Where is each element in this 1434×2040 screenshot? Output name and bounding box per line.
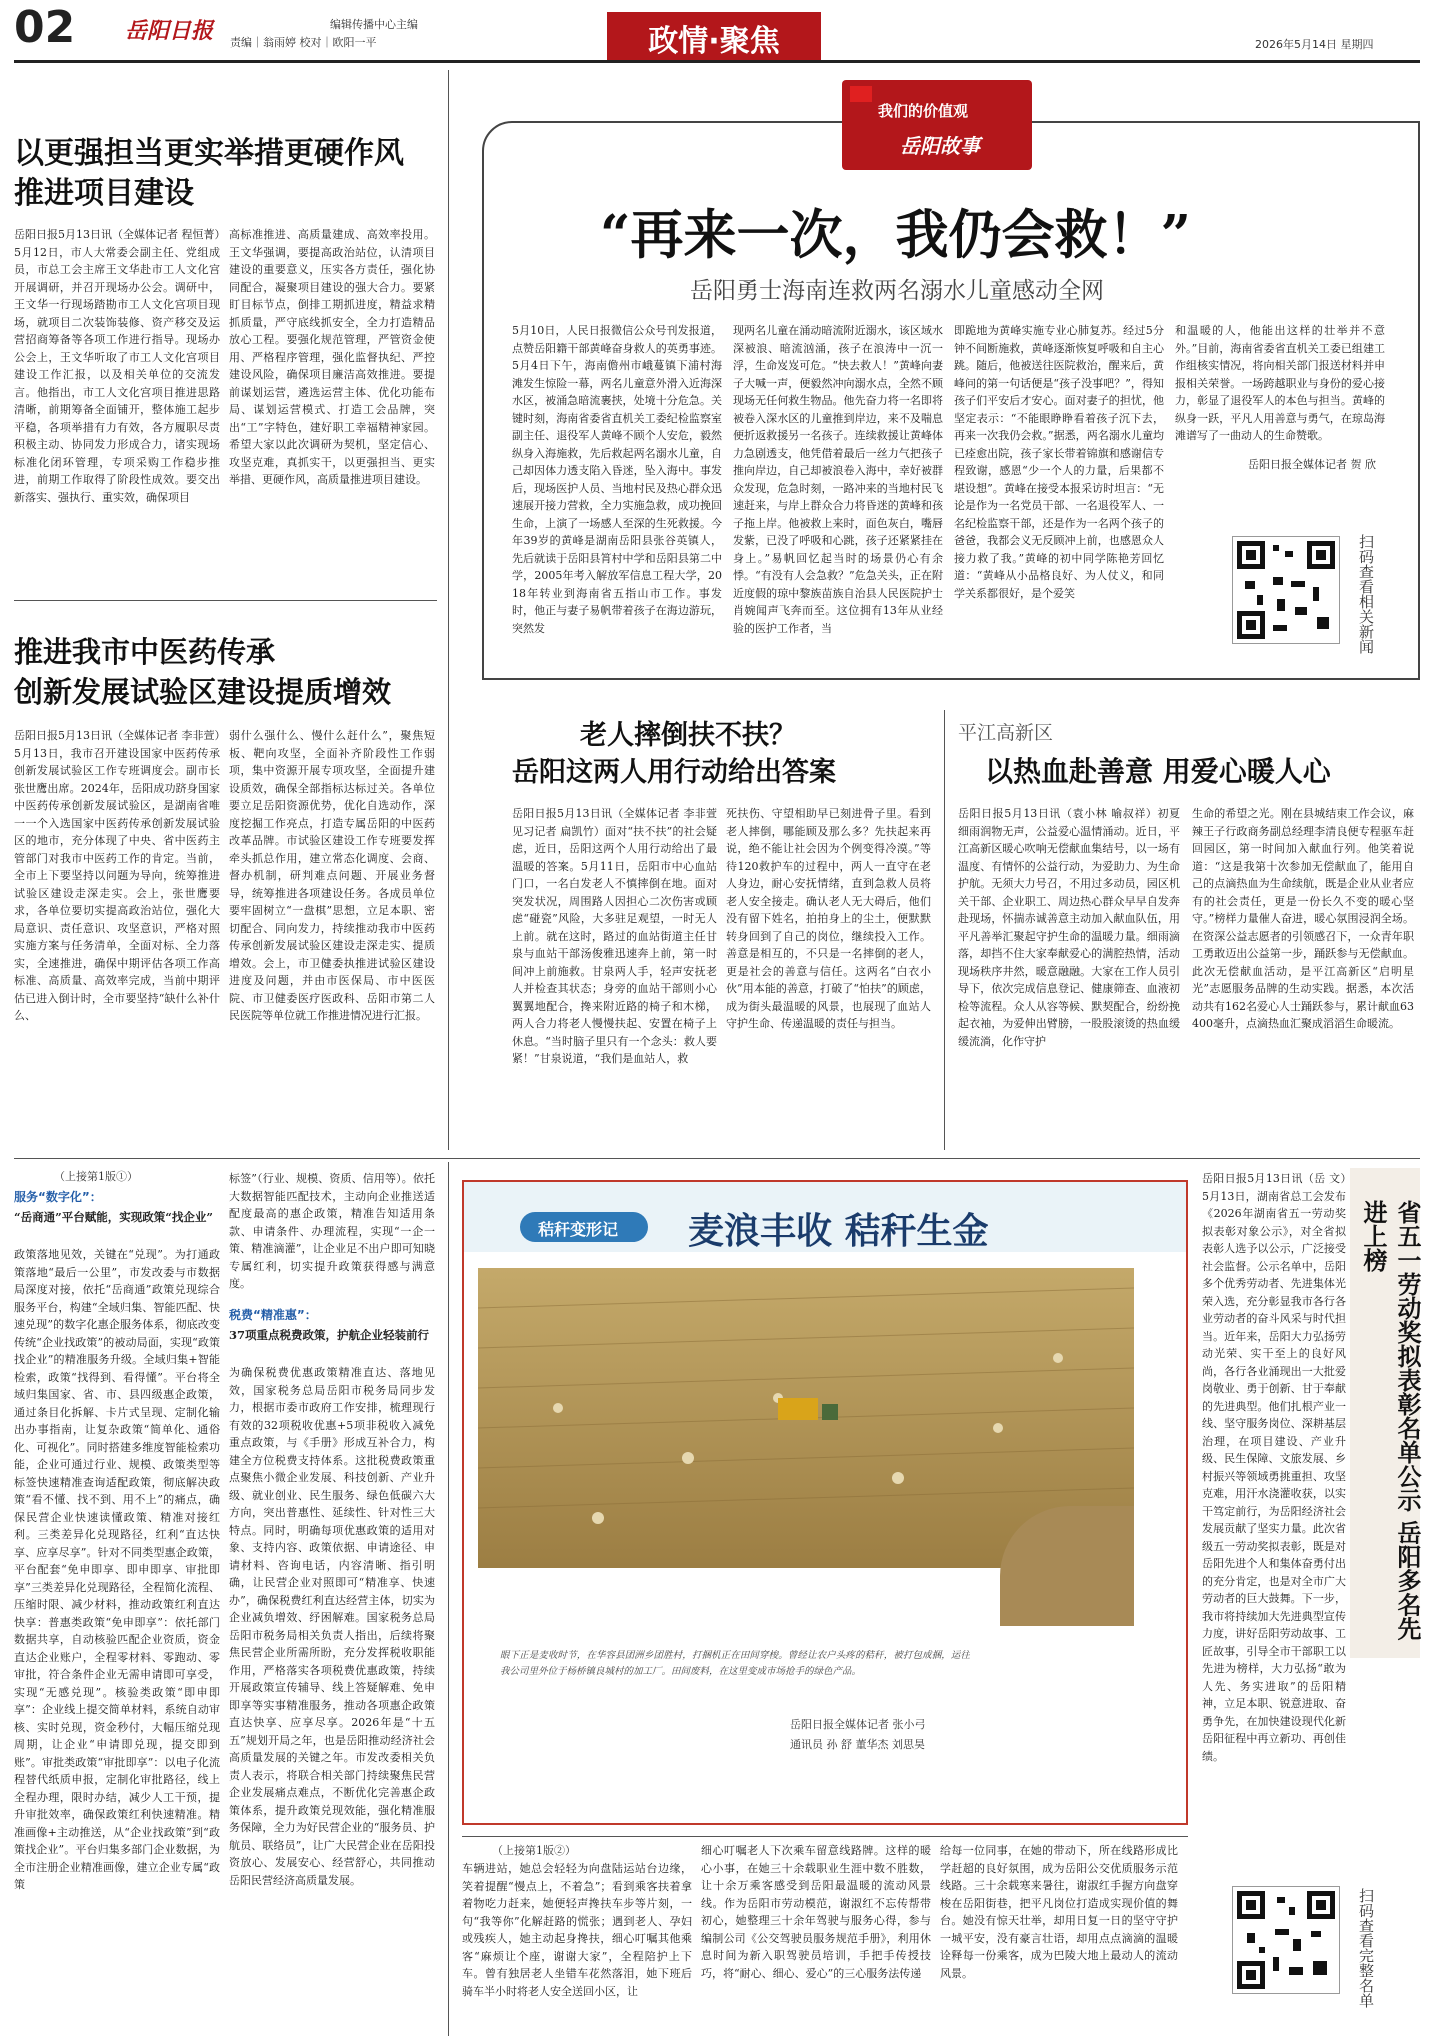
continued1-col1: 政策落地见效，关键在“兑现”。为打通政策落地“最后一公里”，市发改委与市数据局深度对接，依托“岳商通”政策兑现综合服务平台，构建“全域归集、智能匹配、快速兑现”的数字化惠企服务体系，彻底改变传统“企业找政策”的被动局面，实现“政策找企业”的精准服务升级。全域归集+智能检索，政策“找得到、看得懂”。平台将全域归集国家、省、市、县四级惠企政策，通过条目化拆解、卡片式呈现、定制化输出办事指南，让复杂政策“简单化、通俗化、可视化”。同时搭建多维度智能检索功能，企业可通过行业、规模、政策类型等标签快速精准查询适配政策，彻底解决政策“看不懂、找不到、用不上”的痛点，确保民营企业快速读懂政策、精准对接红利。三类差异化兑现路径，红利“直达快享、应享尽享”。针对不同类型惠企政策，平台配套“免申即享、即申即享、审批即享”三类差异化兑现路径，全程简化流程、压缩时限、减少材料，推动政策红利直达快享：普惠类政策“免申即享”：依托部门数据共享，自动核验匹配企业资质，资金直达企业账户，全程零材料、零跑动、零审批，符合条件企业无需申请即可享受，实现“无感兑现”。核验类政策“即申即享”：企业线上提交简单材料，系统自动审核、实时兑现，资金秒付，大幅压缩兑现周期，让企业“申请即兑现，提交即到账”。审批类政策“审批即享”：以电子化流程替代纸质申报，定制化审批路径，线上全程办理，限时办结，减少人工干预，提升审批效率，确保政策红利快速精准。精准画像+主动推送，从“企业找政策”到“政策找企业”。平台归集多部门企业数据，为全市注册企业精准画像，建立企业专属“政策 (14, 1248, 220, 1891)
article1-headline-2: 推进项目建设 (14, 176, 194, 211)
photo-feature-headline: 麦浪丰收 秸秆生金 (688, 1210, 989, 1252)
feature-byline: 岳阳日报全媒体记者 贺 欣 (1248, 458, 1376, 471)
page-number: 02 (14, 2, 76, 53)
article5-body: 岳阳日报5月13日讯（岳 文）5月13日，湖南省总工会发布《2026年湖南省五一劳动奖拟表彰对象公示》，对全省拟表彰人选予以公示，广泛接受社会监督。公示名单中，岳阳多个优秀劳动者、先进集体光荣入选，充分彰显我市各行各业劳动者的奋斗风采与时代担当。近年来，岳阳大力弘扬劳动光荣、实干至上的良好风尚，各行各业涌现出一大批爱岗敬业、勇于创新、甘于奉献的先进典型。他们扎根产业一线、坚守服务岗位、深耕基层治理，在项目建设、产业升级、民生保障、文旅发展、乡村振兴等领域勇挑重担、攻坚克难，用汗水浇灌收获，以实干笃定前行，为岳阳经济社会发展贡献了坚实力量。此次省级五一劳动奖拟表彰，既是对岳阳先进个人和集体奋勇付出的充分肯定，也是对全市广大劳动者的巨大鼓舞。下一步，我市将持续加大先进典型宣传力度，讲好岳阳劳动故事、工匠故事，引导全市干部职工以先进为榜样，大力弘扬“敢为人先、务实进取”的岳阳精神，立足本职、锐意进取、奋勇争先，在加快建设现代化新岳阳征程中再立新功、再创佳绩。 (1202, 1172, 1346, 1763)
issue-date: 2026年5月14日 星期四 (1255, 38, 1374, 51)
continued1-heading2: 税费“精准惠”： (229, 1308, 317, 1322)
masthead-logo: 岳阳日报 (125, 18, 214, 44)
divider (448, 70, 449, 1150)
divider (944, 710, 945, 1150)
feature-badge-line2: 岳阳故事 (900, 134, 980, 158)
continued2-col2: 细心叮嘱老人下次乘车留意线路牌。这样的暖心小事，在她三十余载职业生涯中数不胜数，让十余万乘客感受到岳阳最温暖的流动风景线。作为岳阳市劳动模范，谢淑红不忘传帮带初心，她整理三十余年驾驶与服务心得，参与编制公司《公交驾驶员服务规范手册》，利用休息时间为新入职驾驶员培训，手把手传授技巧，将“耐心、细心、爱心”的三心服务法传递 (701, 1844, 931, 1980)
feature-badge-line1: 我们的价值观 (878, 102, 969, 120)
continued2-col3: 给每一位同事，在她的带动下，所在线路形成比学赶超的良好氛围，成为岳阳公交优质服务示范线路。三十余载寒来暑往，谢淑红手握方向盘穿梭在岳阳街巷，把平凡岗位打造成实现价值的舞台。她没有惊天壮举，却用日复一日的坚守守护一城平安，没有豪言壮语，却用点点滴滴的温暖诠释每一份乘客，成为巴陵大地上最动人的流动风景。 (940, 1844, 1178, 1980)
article3-col2: 死扶伤、守望相助早已刻进骨子里。看到老人摔倒，哪能顾及那么多？先扶起来再说，绝不能让社会因为个例变得冷漠。”等待120救护车的过程中，两人一直守在老人身边，耐心安抚情绪，直到急救人员将老人安全接走。确认老人无大碍后，他们没有留下姓名，拍拍身上的尘土，便默默转身回到了自己的岗位，继续投入工作。善意是相互的，不只是一名摔倒的老人，更是社会的善意与信任。这两名“白衣小伙”用本能的善意，打破了“怕扶”的顾虑，成为街头最温暖的风景，也展现了血站人守护生命、传递温暖的责任与担当。 (726, 807, 931, 1030)
article2-headline-2: 创新发展试验区建设提质增效 (14, 675, 392, 709)
article3-headline-1: 老人摔倒扶不扶？ (580, 720, 796, 751)
continued1-col2b: 为确保税费优惠政策精准直达、落地见效，国家税务总局岳阳市税务局同步发力，根据市委市政府工作安排，梳理现行有效的32项税收优惠+5项非税收入减免重点政策，与《手册》形成互补合力，构建全方位税费支持体系。这批税费政策重点聚焦小微企业发展、科技创新、产业升级、就业创业、民生服务、绿色低碳六大方向，突出普惠性、延续性、针对性三大特点。同时，明确每项优惠政策的适用对象、支持内容、政策依据、申请途径、申请材料、咨询电话，内容清晰、指引明确，让民营企业对照即可“精准享、快速办”，确保税费红利直达经营主体，切实为企业减负增效、纾困解难。国家税务总局岳阳市税务局相关负责人指出，后续将聚焦民营企业所需所盼，充分发挥税收职能作用，严格落实各项税费优惠政策，持续开展政策宣传辅导、线上答疑解难、免申即享等实事精准服务，推动各项惠企政策直达快享、应享尽享。2026年是“十五五”规划开局之年，也是岳阳推动经济社会高质量发展的关键之年。市发改委相关负责人表示，将联合相关部门持续聚焦民营企业发展痛点难点，不断优化完善惠企政策体系，提升政策兑现效能，强化精准服务保障，全力为好民营企业的“服务员、护航员、联络员”，让广大民营企业在岳阳投资放心、发展安心、经营舒心，共同推动岳阳民营经济高质量发展。 (229, 1366, 435, 1887)
article2-col2: 弱什么强什么、慢什么赶什么”，聚焦短板、靶向攻坚，全面补齐阶段性工作弱项，集中资源开展专项攻坚，全面提升建设质效，确保全部指标达标过关。各单位要立足岳阳资源优势，优化自选动作，深度挖掘工作亮点，打造专属岳阳的中医药改革品牌。市试验区建设工作专班要发挥牵头抓总作用，建立常态化调度、会商、督办机制，研判难点问题、开展业务督导，统筹推进各项建设任务。各成员单位要牢固树立“一盘棋”思想，立足本职、密切配合、同向发力，持续推动我市中医药传承创新发展试验区建设走深走实、提质增效。会上，市卫健委执推进试验区建设进度及问题，并由市医保局、市中医医院、市卫健委医疗医政科、岳阳市第二人民医院等单位就工作推进情况进行汇报。 (229, 729, 435, 1022)
editor-line-1: 编辑传播中心主编 (330, 18, 418, 31)
divider (448, 1162, 449, 2036)
feature-subtitle: 岳阳勇士海南连救两名溺水儿童感动全网 (690, 278, 1104, 304)
feature-col1: 5月10日，人民日报微信公众号刊发报道，点赞岳阳籍干部黄峰奋身救人的英勇事迹。5月4日下午，海南儋州市峨蔓镇下浦村海滩发生惊险一幕，两名儿童意外滑入近海深水区，被涌急暗流裹挟，处境十分危急。关键时刻，海南省委省直机关工委纪检监察室副主任、退役军人黄峰不顾个人安危，毅然纵身入海施救，先后救起两名溺水儿童，自己却因体力透支陷入昏迷，坠入海中。事发后，现场医护人员、当地村民及热心群众迅速展开接力营救，全力实施急救，成功挽回生命，上演了一场感人至深的生死救援。今年39岁的黄峰是湖南岳阳县张谷英镇人，先后就读于岳阳县筲村中学和岳阳县第二中学，2005年考入解放军信息工程大学，2018年转业到海南省五指山市工作。事发时，他正与妻子易帆带着孩子在海边游玩，突然发 (512, 324, 722, 635)
qr-caption-feature: 扫码查看相关新闻 (1357, 534, 1375, 654)
flag-icon (850, 86, 872, 102)
divider (14, 600, 437, 601)
feature-headline: “再来一次，我仍会救！” (600, 204, 1191, 266)
qr-code-list[interactable] (1232, 1886, 1340, 1994)
feature-col4: 和温暖的人，他能出这样的壮举并不意外。”目前，海南省委省直机关工委已组建工作组核实情况，将向相关部门报送材料并申报相关荣誉。一场跨越职业与身份的爱心接力，彰显了退役军人的本色与担当。黄峰的纵身一跃，平凡人用善意与勇气，在琼岛海滩谱写了一曲动人的生命赞歌。 (1175, 324, 1385, 442)
continued1-heading: 服务“数字化”： (14, 1190, 102, 1204)
article3-col1: 岳阳日报5月13日讯（全媒体记者 李非萱 见习记者 扁凯竹）面对“扶不扶”的社会疑虑，近日，岳阳这两个人用行动给出了最温暖的答案。5月11日，岳阳市中心血站门口，一名白发老人不慎摔倒在地。面对突发状况，周围路人因担心二次伤害或顾虑“碰瓷”风险，大多驻足观望，一时无人上前。就在这时，路过的血站街道主任甘泉与血站干部汤俊雅迅速奔上前，第一时间冲上前施救。甘泉两人手，轻声安抚老人并检查其状态；身旁的血站干部则小心翼翼地配合，搀来附近路的椅子和木梯，两人合力将老人慢慢扶起、安置在椅子上休息。“当时脑子里只有一个念头：救人要紧！”甘泉说道，“我们是血站人，救 (512, 807, 717, 1065)
continued2-label: （上接第1版②） (492, 1844, 576, 1857)
article1-headline-1: 以更强担当更实举措更硬作风 (14, 136, 404, 171)
article3-headline-2: 岳阳这两人用行动给出答案 (512, 757, 836, 788)
photo-credit-2: 通讯员 孙 舒 董华杰 刘思昊 (790, 1738, 925, 1751)
divider (462, 1836, 1188, 1837)
qr-code-feature[interactable] (1232, 536, 1340, 644)
article4-col2: 生命的希望之光。刚在县城结束工作会议，麻辣王子行政商务副总经理李清良便专程驱车赶回园区，第一时间加入献血行列。他笑着说道：“这是我第十次参加无偿献血了，能用自己的点滴热血为生命续航，既是企业从业者应有的社会责任，更是一份长久不变的暖心坚守。”榜样力量催人奋进，暖心氛围浸润全场。在资深公益志愿者的引领感召下，一众青年职工勇敢迈出公益第一步，踊跃参与无偿献血。此次无偿献血活动，是平江高新区“启明星光”志愿服务品牌的生动实践。据悉，本次活动共有162名爱心人士踊跃参与，累计献血63400毫升，点滴热血汇聚成滔滔生命暖流。 (1192, 807, 1414, 1030)
article4-kicker: 平江高新区 (958, 722, 1054, 744)
qr-caption-list: 扫码查看完整名单 (1357, 1888, 1375, 2008)
continued1-subheading2: 37项重点税费政策，护航企业轻装前行 (229, 1328, 430, 1342)
photo-feature-badge-text: 秸秆变形记 (538, 1220, 619, 1239)
continued2-col1: 车辆进站，她总会轻轻为向盘陆运站台边缘，笑着提醒“慢点上，不着急”；看到乘客扶着拿着物吃力赶来，她便轻声搀扶车步等片刻，一句“我等你”化解赶路的慌张；遇到老人、孕妇或残疾人，她主动起身搀扶，细心叮嘱其他乘客“麻烦让个座，谢谢大家”，全程陪护上下车。曾有独居老人坐错车花然落泪，她下班后骑车半小时将老人安全送回小区，让 (462, 1862, 692, 1998)
photo-credit-1: 岳阳日报全媒体记者 张小弓 (790, 1718, 926, 1731)
divider (14, 1158, 1420, 1159)
article1-col2: 高标准推进、高质量建成、高效率投用。王文华强调，要提高政治站位，认清项目建设的重要意义，压实各方责任，强化协同配合，凝聚项目建设的强大合力。要紧盯目标节点，倒排工期抓进度，精益求精抓质量，严守底线抓安全，全力打造精品放心工程。要强化规范管理，严管资金使用、严格程序管理，强化监督执纪、严控建设风险，确保项目廉洁高效推进。要提前谋划运营，遴选运营主体、优化功能布局、谋划运营模式、打造工会品牌，突出“工”字特色，建好职工幸福精神家园。希望大家以此次调研为契机，坚定信心、攻坚克难，真抓实干，以更强担当、更实举措、更硬作风，高质量推进项目建设。 (229, 228, 435, 486)
article4-col1: 岳阳日报5月13日讯（袁小林 喻叔祥）初夏细雨润物无声，公益爱心温情涌动。近日，平江高新区暖心吹响无偿献血集结号，以一场有温度、有情怀的公益行动，为爱助力、为生命护航。无须大力号召，不用过多动员，园区机关干部、企业职工、周边热心群众早早自发奔赴现场，怀揣赤诚善意主动加入献血队伍，用平凡善举汇聚起守护生命的温暖力量。细雨滴落，却挡不住大家奉献爱心的满腔热情，活动现场秩序井然，暖意融融。大家在工作人员引导下，依次完成信息登记、健康筛查、血液初检等流程。众人从容等候、默契配合，纷纷挽起衣袖，为爱伸出臂膀，一股股滚烫的热血缓缓流淌，化作守护 (958, 807, 1180, 1048)
continued1-label: （上接第1版①） (54, 1170, 138, 1183)
section-title: 政情·聚焦 (648, 24, 780, 59)
continued1-subheading: “岳商通”平台赋能，实现政策“找企业” (14, 1210, 213, 1224)
article4-headline: 以热血赴善意 用爱心暖人心 (985, 755, 1331, 788)
feature-col2: 现两名儿童在涌动暗流附近溺水，该区域水深被浪、暗流汹涌，孩子在浪涛中一沉一浮，生命岌岌可危。“快去救人！”黄峰向妻子大喊一声，便毅然冲向溺水点，全然不顾现场无任何救生物品。他先奋力将一名即将被卷入深水区的儿童推到岸边，来不及喘息便折返救援另一名孩子。连续救援让黄峰体力急剧透支，他凭借着最后一丝力气把孩子推向岸边，自己却被浪卷入海中，幸好被群众发现，危急时刻，一路冲来的当地村民飞速赶来，与岸上群众合力将昏迷的黄峰和孩子拖上岸。他被救上来时，面色灰白，嘴唇发紫，已没了呼吸和心跳，孩子还紧紧挂在身上。”易帆回忆起当时的场景仍心有余悸。“有没有人会急救？”危急关头，正在附近度假的琼中黎族苗族自治县人民医院护士肖婉闻声飞奔而至。这位拥有13年从业经验的医护工作者，当 (733, 324, 943, 635)
editor-line-2: 责编｜翁雨婷 校对｜欧阳一平 (230, 36, 377, 49)
article2-headline-1: 推进我市中医药传承 (14, 635, 276, 669)
article2-col1: 岳阳日报5月13日讯（全媒体记者 李非萱）5月13日，我市召开建设国家中医药传承创新发展试验区工作专班调度会。副市长张世鹰出席。2024年，岳阳成功跻身国家中医药传承创新发展试验区，是湖南省唯一一个入选国家中医药传承创新发展试验区的地市，充分体现了中央、省中医药主管部门对我市中医药工作的肯定。当前，全市上下要坚持以问题为导向，统筹推进试验区建设走深走实。会上，张世鹰要求，各单位要切实提高政治站位，强化大局意识、责任意识、攻坚意识，严格对照实施方案与任务清单，全面对标、全力落实，全速推进，确保中期评估各项工作高标准、高质量、高效率完成，当前中期评估已进入倒计时，全市要坚持“缺什么补什么、 (14, 729, 220, 1022)
article5-headline: 省五一劳动奖拟表彰名单公示 岳阳多名先进上榜 (1359, 1200, 1421, 1641)
header-rule (14, 60, 1420, 63)
photo-feature-caption: 眼下正是麦收时节，在华容县团洲乡团胜村，打捆机正在田间穿梭。曾经让农户头疼的秸秆，被打包成捆，运往我公司里外位于杨桥镇良城村的加工厂。田间废料，在这里变成市场抢手的绿色产品。 (500, 1650, 970, 1677)
continued1-col2: 标签”（行业、规模、资质、信用等）。依托大数据智能匹配技术，主动向企业推送适配度最高的惠企政策，精准告知适用条款、申请条件、办理流程，实现“一企一策、精准滴灌”，让企业足不出户即可知晓专属红利，切实提升政策获得感与满意度。 (229, 1172, 435, 1290)
feature-col3: 即跪地为黄峰实施专业心肺复苏。经过5分钟不间断施救，黄峰逐渐恢复呼吸和自主心跳。随后，他被送往医院救治，醒来后，黄峰问的第一句话便是“孩子没事吧？”，得知孩子们平安后才安心。面对妻子的担忧，他坚定表示：“不能眼睁睁看着孩子沉下去，再来一次我仍会救。”据悉，两名溺水儿童均已痊愈出院，孩子家长带着锦旗和感谢信专程致谢，感恩“少一个人的力量，后果都不堪设想”。黄峰在接受本报采访时坦言：“无论是作为一名党员干部、一名退役军人、一名纪检监察干部，还是作为一名两个孩子的爸爸，我都会义无反顾冲上前，也感恩众人接力救了我。”黄峰的初中同学陈艳芳回忆道：“黄峰从小品格良好、为人仗义，和同学关系都很好，是个爱笑 (954, 324, 1164, 600)
article1-col1: 岳阳日报5月13日讯（全媒体记者 程恒菁）5月12日，市人大常委会副主任、党组成员，市总工会主席王文华赴市工人文化宫开展调研，并召开现场办公会。调研中，王文华一行现场踏勘市工人文化宫项目现场，就项目二次装饰装修、资产移交及运营招商筹备等各项工作进行指导。现场办公会上，王文华听取了市工人文化宫项目建设工作汇报，以及相关单位的交流发言。他指出，市工人文化宫项目推进思路清晰，前期筹备全面铺开，整体施工起步平稳，各项举措有力有效，各方履职尽责积极主动、协同发力形成合力，诸实现场标准化闭环管理，专项采购工作稳步推进，前期工作取得了阶段性成效。要交出新落实、强执行、重实效，确保项目 (14, 228, 220, 504)
